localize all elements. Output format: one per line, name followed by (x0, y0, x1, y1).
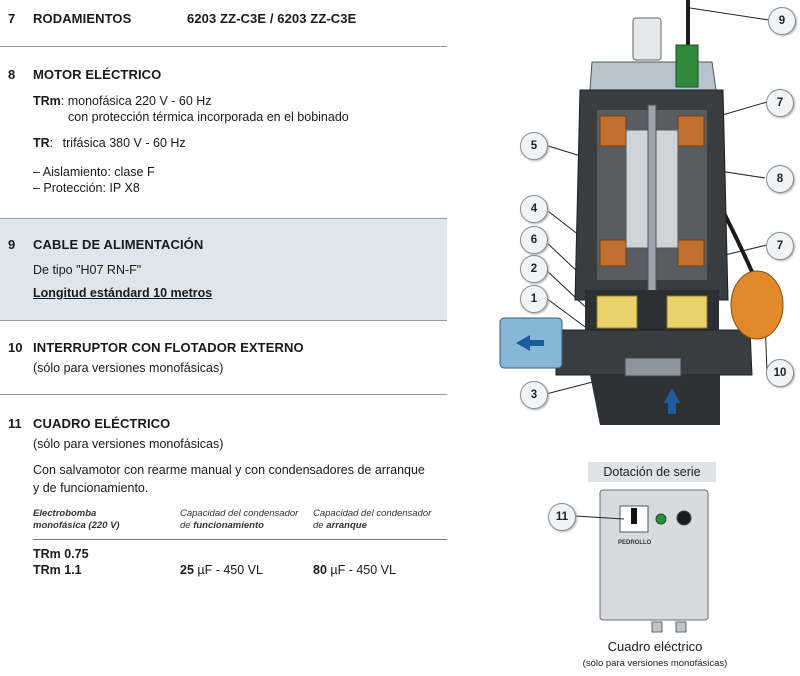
callout-4: 4 (520, 195, 548, 223)
callout-2: 2 (520, 255, 548, 283)
section-11-desc: Con salvamotor con rearme manual y con condensadores de arranque (33, 463, 425, 477)
tr-text: trifásica 380 V - 60 Hz (62, 136, 186, 150)
section-9-title: CABLE DE ALIMENTACIÓN (33, 237, 204, 252)
float-switch (731, 271, 783, 339)
cable-gland (676, 45, 698, 87)
section-10-title: INTERRUPTOR CON FLOTADOR EXTERNO (33, 340, 304, 355)
callout-10: 10 (766, 359, 794, 387)
tr-line: TR: trifásica 380 V - 60 Hz (33, 136, 186, 150)
impeller (625, 358, 681, 376)
protection-rating: – Protección: IP X8 (33, 181, 140, 195)
box-caption-note: (sólo para versiones monofásicas) (582, 658, 728, 669)
table-header-start-capacitor: Capacidad del condensador de arranque (313, 508, 432, 531)
start-capacitor-value: 80 µF - 450 VL (313, 563, 396, 577)
insulation-class: – Aislamiento: clase F (33, 165, 155, 179)
green-indicator-light (656, 514, 666, 524)
callout-11: 11 (548, 503, 576, 531)
winding-top-left (600, 116, 626, 146)
section-10-number: 10 (8, 340, 23, 355)
tr-label: TR (33, 136, 50, 150)
trm-text: : monofásica 220 V - 60 Hz (60, 94, 212, 108)
callout-7b: 7 (766, 232, 794, 260)
callout-6: 6 (520, 226, 548, 254)
cable-gland-right (676, 622, 686, 632)
winding-bottom-right (678, 240, 704, 266)
table-row-model: TRm 0.75 (33, 547, 89, 561)
switch-lever (631, 508, 637, 524)
bearings-value: 6203 ZZ-C3E / 6203 ZZ-C3E (187, 11, 357, 26)
section-11-title: CUADRO ELÉCTRICO (33, 416, 171, 431)
section-8-title: MOTOR ELÉCTRICO (33, 67, 162, 82)
section-11-desc-2: y de funcionamiento. (33, 481, 149, 495)
section-9-number: 9 (8, 237, 16, 252)
flow-arrow-in-tail (668, 402, 676, 414)
control-box (600, 490, 708, 620)
trm-label: TRm (33, 94, 61, 108)
lifting-handle (633, 18, 661, 60)
mechanical-seal-left (597, 296, 637, 328)
cable-gland-left (652, 622, 662, 632)
winding-bottom-left (600, 240, 626, 266)
winding-top-right (678, 116, 704, 146)
table-header-run-capacitor: Capacidad del condensador de funcionamiento (180, 508, 299, 531)
callout-9: 9 (768, 7, 796, 35)
box-brand-label: PEDROLLO (618, 540, 652, 546)
callout-3: 3 (520, 381, 548, 409)
table-row-model: TRm 1.1 (33, 563, 82, 577)
reset-button[interactable] (677, 511, 691, 525)
callout-8: 8 (766, 165, 794, 193)
callout-1: 1 (520, 285, 548, 313)
pump-base (590, 375, 720, 425)
section-11-number: 11 (8, 416, 22, 431)
section-7-title: RODAMIENTOS (33, 11, 132, 26)
section-7-number: 7 (8, 11, 16, 26)
section-10-note: (sólo para versiones monofásicas) (33, 361, 224, 375)
table-header-pump: Electrobomba monofásica (220 V) (33, 508, 120, 531)
standard-supply-header: Dotación de serie (588, 462, 716, 482)
box-caption: Cuadro eléctrico (607, 639, 703, 654)
flow-arrow-out-tail (530, 340, 544, 346)
cable-type: De tipo "H07 RN-F" (33, 263, 142, 277)
callout-5: 5 (520, 132, 548, 160)
callout-7: 7 (766, 89, 794, 117)
trm-line-2: con protección térmica incorporada en el bobinado (68, 110, 349, 124)
run-capacitor-value: 25 µF - 450 VL (180, 563, 263, 577)
section-11-note: (sólo para versiones monofásicas) (33, 437, 224, 451)
mechanical-seal-right (667, 296, 707, 328)
section-8-number: 8 (8, 67, 16, 82)
cable-length: Longitud estándard 10 metros (33, 286, 213, 300)
